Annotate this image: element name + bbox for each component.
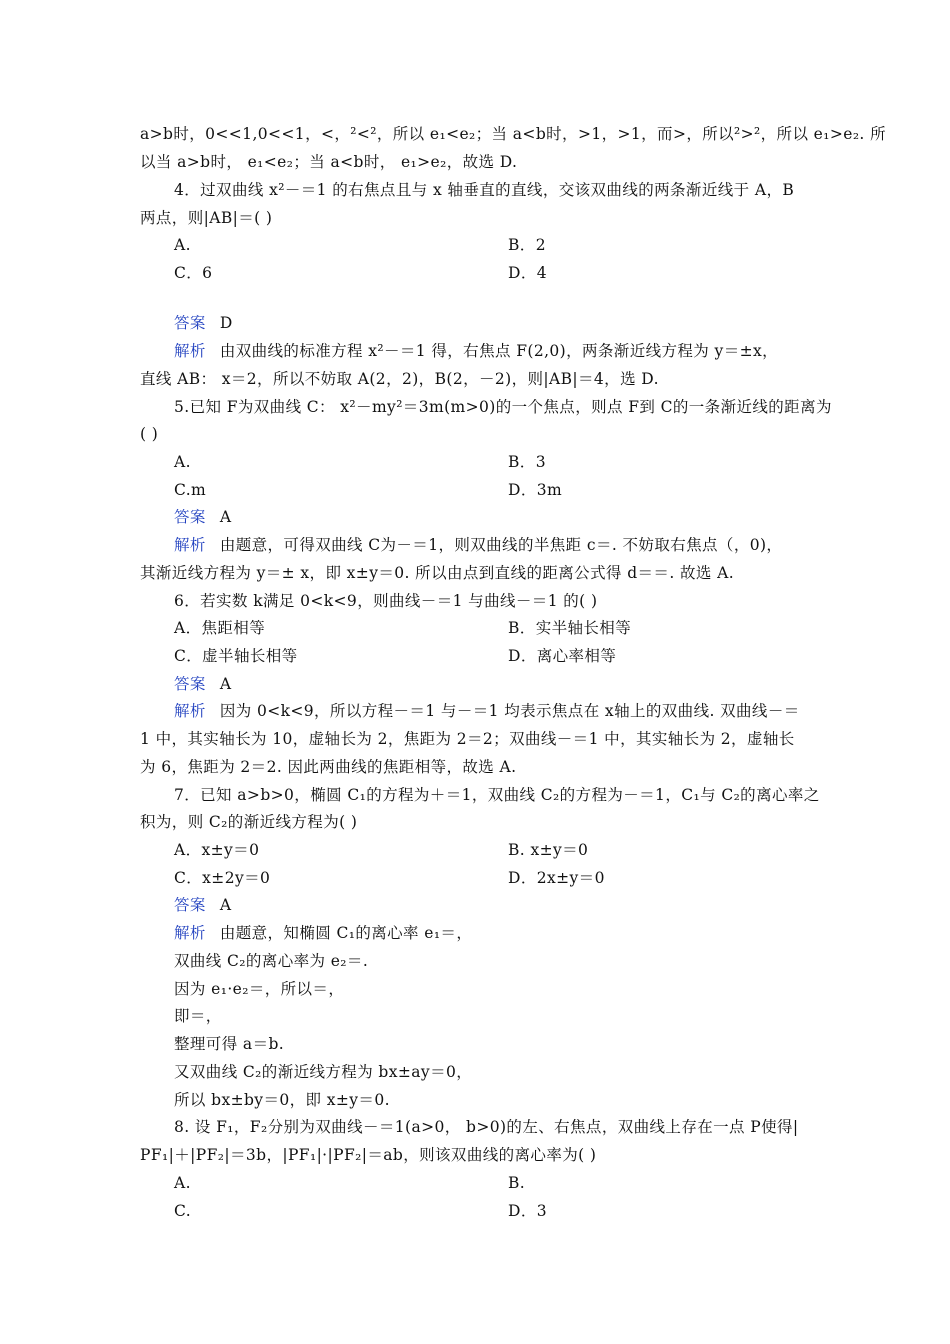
text-line: ( )	[140, 425, 159, 443]
option-c: C.m	[174, 481, 207, 499]
text-line: 1 中，其实轴长为 10，虚轴长为 2，焦距为 2＝2；双曲线－＝1 中，其实轴长为 2，虚轴长	[140, 730, 795, 748]
analysis-label: 解析	[174, 536, 206, 554]
answer-value: A	[219, 896, 232, 914]
option-d: D．3m	[508, 481, 563, 499]
analysis-line	[174, 535, 782, 555]
option-a: A．x±y＝0	[174, 841, 260, 859]
question-7: 7．已知 a>b>0，椭圆 C₁的方程为＋＝1，双曲线 C₂的方程为－＝1，C₁与 C₂的离心率之	[174, 786, 820, 804]
answer-label: 答案	[174, 508, 206, 526]
text-line: 双曲线 C₂的离心率为 e₂＝.	[174, 952, 369, 970]
analysis-label: 解析	[174, 924, 206, 942]
option-c: C．x±2y＝0	[174, 869, 271, 887]
option-c: C．虚半轴长相等	[174, 647, 298, 665]
analysis-text: 因为 0<k<9，所以方程－＝1 与－＝1 均表示焦点在 x轴上的双曲线. 双曲线－＝	[219, 702, 800, 720]
text-line: 两点，则|AB|＝( )	[140, 209, 273, 227]
text-line: 整理可得 a＝b.	[174, 1035, 285, 1053]
question-6: 6．若实数 k满足 0<k<9，则曲线－＝1 与曲线－＝1 的( )	[174, 592, 598, 610]
option-b: B．实半轴长相等	[508, 619, 632, 637]
option-d: D．3	[508, 1202, 547, 1220]
analysis-line	[174, 701, 800, 721]
answer-label: 答案	[174, 675, 206, 693]
analysis-text: 由题意，知椭圆 C₁的离心率 e₁＝，	[219, 924, 473, 942]
option-b: B．3	[508, 453, 546, 471]
text-line: 因为 e₁·e₂＝，所以＝，	[174, 980, 345, 998]
option-a: A.	[174, 1174, 191, 1192]
answer-label: 答案	[174, 314, 206, 332]
answer-value: A	[219, 675, 232, 693]
question-4: 4．过双曲线 x²－＝1 的右焦点且与 x 轴垂直的直线，交该双曲线的两条渐近线于 A，B	[174, 181, 795, 199]
text-line: PF₁|＋|PF₂|＝3b，|PF₁|·|PF₂|＝ab，则该双曲线的离心率为( )	[140, 1146, 597, 1164]
text-line: a>b时，0<<1,0<<1，<，²<²，所以 e₁<e₂；当 a<b时，>1，>1，而>，所以²>²，所以 e₁>e₂. 所	[140, 125, 886, 143]
analysis-label: 解析	[174, 342, 206, 360]
option-a: A.	[174, 453, 191, 471]
text-line: 其渐近线方程为 y＝± x，即 x±y＝0. 所以由点到直线的距离公式得 d＝＝. 故选 A.	[140, 564, 735, 582]
text-line: 即＝，	[174, 1007, 222, 1025]
question-8: 8. 设 F₁，F₂分别为双曲线－＝1(a>0， b>0)的左、右焦点，双曲线上存在一点 P使得|	[174, 1118, 799, 1136]
option-b: B.	[508, 1174, 526, 1192]
analysis-line	[174, 341, 778, 361]
text-line: 直线 AB： x＝2，所以不妨取 A(2，2)，B(2，－2)，则|AB|＝4，选 D.	[140, 370, 659, 388]
answer-value: A	[219, 508, 232, 526]
answer-line	[174, 895, 231, 915]
answer-label: 答案	[174, 896, 206, 914]
option-d: D．4	[508, 264, 547, 282]
option-d: D．2x±y＝0	[508, 869, 605, 887]
answer-line	[174, 507, 231, 527]
option-a: A．焦距相等	[174, 619, 266, 637]
option-d: D．离心率相等	[508, 647, 617, 665]
text-line: 又双曲线 C₂的渐近线方程为 bx±ay＝0，	[174, 1063, 473, 1081]
text-line: 积为，则 C₂的渐近线方程为( )	[140, 813, 358, 831]
analysis-line	[174, 923, 472, 943]
answer-line	[174, 313, 233, 333]
option-b: B．2	[508, 236, 546, 254]
analysis-label: 解析	[174, 702, 206, 720]
analysis-text: 由双曲线的标准方程 x²－＝1 得，右焦点 F(2,0)，两条渐近线方程为 y＝±x，	[219, 342, 779, 360]
option-c: C．6	[174, 264, 213, 282]
answer-line	[174, 674, 231, 694]
answer-value: D	[219, 314, 233, 332]
option-c: C.	[174, 1202, 192, 1220]
question-5: 5.已知 F为双曲线 C： x²－my²＝3m(m>0)的一个焦点，则点 F到 C的一条渐近线的距离为	[174, 398, 832, 416]
text-line: 为 6，焦距为 2＝2. 因此两曲线的焦距相等，故选 A.	[140, 758, 517, 776]
text-line: 所以 bx±by＝0，即 x±y＝0.	[174, 1091, 390, 1109]
analysis-text: 由题意，可得双曲线 C为－＝1，则双曲线的半焦距 c＝. 不妨取右焦点（，0)，	[219, 536, 783, 554]
option-a: A.	[174, 236, 191, 254]
text-line: 以当 a>b时， e₁<e₂；当 a<b时， e₁>e₂，故选 D.	[140, 153, 518, 171]
option-b: B. x±y＝0	[508, 841, 589, 859]
